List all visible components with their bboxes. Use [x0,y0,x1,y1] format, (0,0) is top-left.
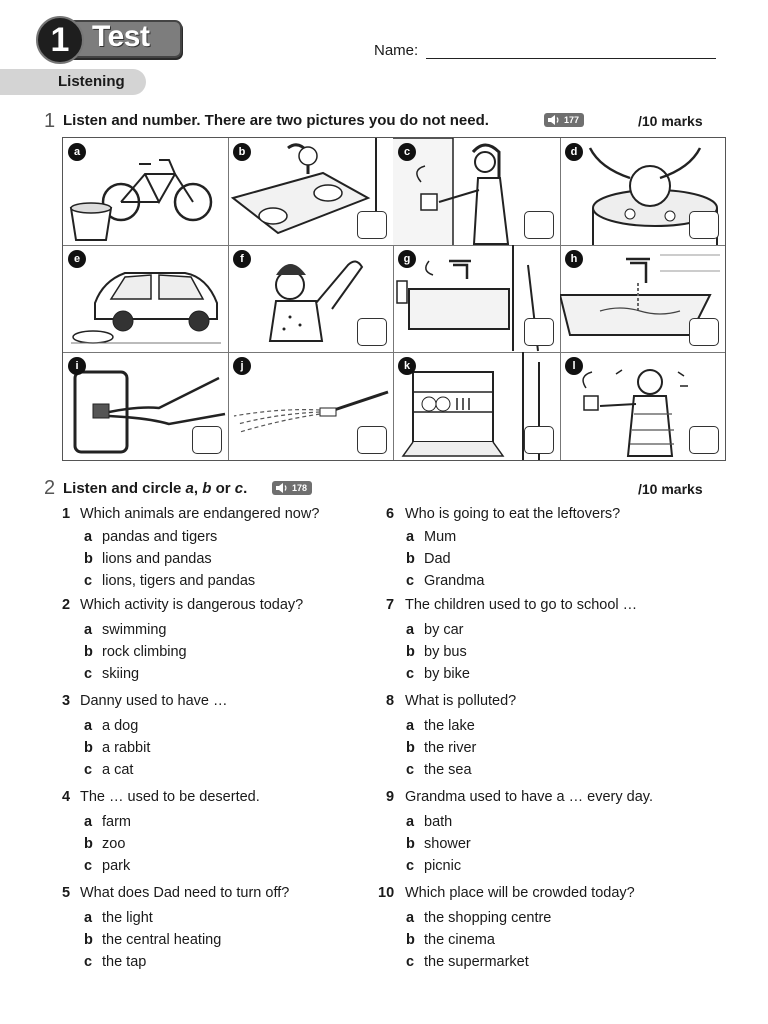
question-text: The … used to be deserted. [80,789,260,805]
instruction-option-a: a [185,480,194,497]
picture-label: l [565,357,583,375]
question-text: Grandma used to have a … every day. [405,789,653,805]
picture-h [560,245,725,353]
option-text: park [102,858,131,874]
instruction-option-b: b [202,480,212,497]
option-letter: b [84,551,93,567]
option-letter: b [84,740,93,756]
question-number: 4 [62,789,71,805]
bicycle-bucket-picture [63,138,228,245]
question-text: Which animals are endangered now? [80,506,320,522]
option-letter: c [84,573,93,589]
picture-l [560,352,725,460]
option-letter: b [84,836,93,852]
exercise-1-instruction: Listen and number. There are two pictures you do not need. [63,112,489,129]
answer-box-b[interactable] [357,211,387,239]
answer-box-d[interactable] [689,211,719,239]
option-letter: a [406,529,415,545]
question-number: 8 [386,693,395,709]
option-text: Grandma [424,573,485,589]
option-text: by bus [424,644,467,660]
option-text: zoo [102,836,126,852]
question-text: The children used to go to school … [405,597,638,613]
picture-j [228,352,394,460]
badge-title: Test [92,20,150,53]
picture-a [63,138,229,246]
answer-box-g[interactable] [524,318,554,346]
section-tab [0,69,146,95]
picture-g [393,245,561,353]
picture-i [63,352,229,460]
name-field[interactable] [426,58,716,59]
test-badge [36,16,180,62]
picture-label: c [398,143,416,161]
exercise-2-marks: /10 marks [638,481,703,497]
question-text: What is polluted? [405,693,517,709]
option-letter: a [406,622,415,638]
picture-b [228,138,394,246]
option-text: the tap [102,954,147,970]
audio-track-number: 177 [564,115,580,125]
picture-d [560,138,725,246]
option-text: skiing [102,666,140,682]
speaker-icon [547,114,561,126]
option-text: the river [424,740,477,756]
picture-label: d [565,143,583,161]
option-text: the central heating [102,932,222,948]
answer-box-f[interactable] [357,318,387,346]
question-text: What does Dad need to turn off? [80,885,290,901]
picture-label: e [68,250,86,268]
option-letter: b [406,740,415,756]
option-text: the cinema [424,932,495,948]
audio-track-178[interactable] [272,481,312,495]
option-text: farm [102,814,131,830]
option-letter: b [406,932,415,948]
option-letter: c [84,954,93,970]
answer-box-j[interactable] [357,426,387,454]
question-number: 1 [62,506,71,522]
option-letter: c [406,666,415,682]
answer-box-i[interactable] [192,426,222,454]
option-text: lions and pandas [102,551,212,567]
instruction-option-c: c [234,480,244,497]
question-text: Which place will be crowded today? [405,885,635,901]
option-letter: a [84,622,93,638]
option-letter: c [406,954,415,970]
option-letter: a [84,529,93,545]
picture-e [63,245,229,353]
speaker-icon [275,482,289,494]
question-number: 2 [62,597,71,613]
option-text: pandas and tigers [102,529,218,545]
option-text: by car [424,622,464,638]
picture-label: k [398,357,416,375]
answer-box-c[interactable] [524,211,554,239]
answer-box-l[interactable] [689,426,719,454]
instruction-text: Listen and circle [63,480,186,497]
picture-label: g [398,250,416,268]
option-text: shower [424,836,471,852]
name-label: Name: [374,42,419,59]
question-number: 7 [386,597,395,613]
picture-label: f [233,250,251,268]
option-text: the lake [424,718,475,734]
option-text: the supermarket [424,954,529,970]
option-letter: a [84,718,93,734]
picture-label: j [233,357,251,375]
option-letter: c [84,762,93,778]
option-letter: b [84,932,93,948]
exercise-2-number: 2 [44,477,56,499]
option-letter: b [406,551,415,567]
exercise-2-instruction [63,480,247,497]
option-letter: b [84,644,93,660]
option-text: picnic [424,858,462,874]
picture-label: h [565,250,583,268]
instruction-separator: , [193,480,203,497]
electric-car-picture [63,245,228,352]
answer-box-h[interactable] [689,318,719,346]
option-letter: a [406,910,415,926]
picture-grid [62,137,726,461]
question-number: 3 [62,693,71,709]
option-letter: c [406,573,415,589]
option-text: the sea [424,762,472,778]
audio-track-number: 178 [292,483,308,493]
option-letter: a [406,718,415,734]
option-letter: c [406,762,415,778]
option-letter: a [84,814,93,830]
question-text: Which activity is dangerous today? [80,597,304,613]
option-text: swimming [102,622,167,638]
answer-box-k[interactable] [524,426,554,454]
question-text: Who is going to eat the leftovers? [405,506,621,522]
picture-label: a [68,143,86,161]
option-letter: a [84,910,93,926]
option-text: the light [102,910,153,926]
option-letter: c [406,858,415,874]
option-text: Mum [424,529,457,545]
picture-label: i [68,357,86,375]
question-number: 10 [378,885,395,901]
option-letter: c [84,858,93,874]
question-number: 6 [386,506,395,522]
picture-label: b [233,143,251,161]
option-text: Dad [424,551,451,567]
question-number: 9 [386,789,395,805]
instruction-period: . [243,480,248,497]
option-text: a dog [102,718,139,734]
picture-k [393,352,561,460]
badge-number: 1 [36,16,84,64]
option-text: the shopping centre [424,910,552,926]
option-letter: b [406,836,415,852]
section-title: Listening [58,73,125,90]
option-letter: b [406,644,415,660]
option-text: lions, tigers and pandas [102,573,256,589]
exercise-1-marks: /10 marks [638,113,703,129]
question-text: Danny used to have … [80,693,228,709]
option-text: bath [424,814,453,830]
option-text: a cat [102,762,134,778]
exercise-1-number: 1 [44,110,56,132]
audio-track-177[interactable] [544,113,584,127]
option-letter: a [406,814,415,830]
option-text: by bike [424,666,470,682]
option-letter: c [84,666,93,682]
instruction-or: or [211,480,235,497]
picture-c [393,138,561,246]
option-text: a rabbit [102,740,151,756]
picture-f [228,245,394,353]
question-number: 5 [62,885,71,901]
option-text: rock climbing [102,644,187,660]
